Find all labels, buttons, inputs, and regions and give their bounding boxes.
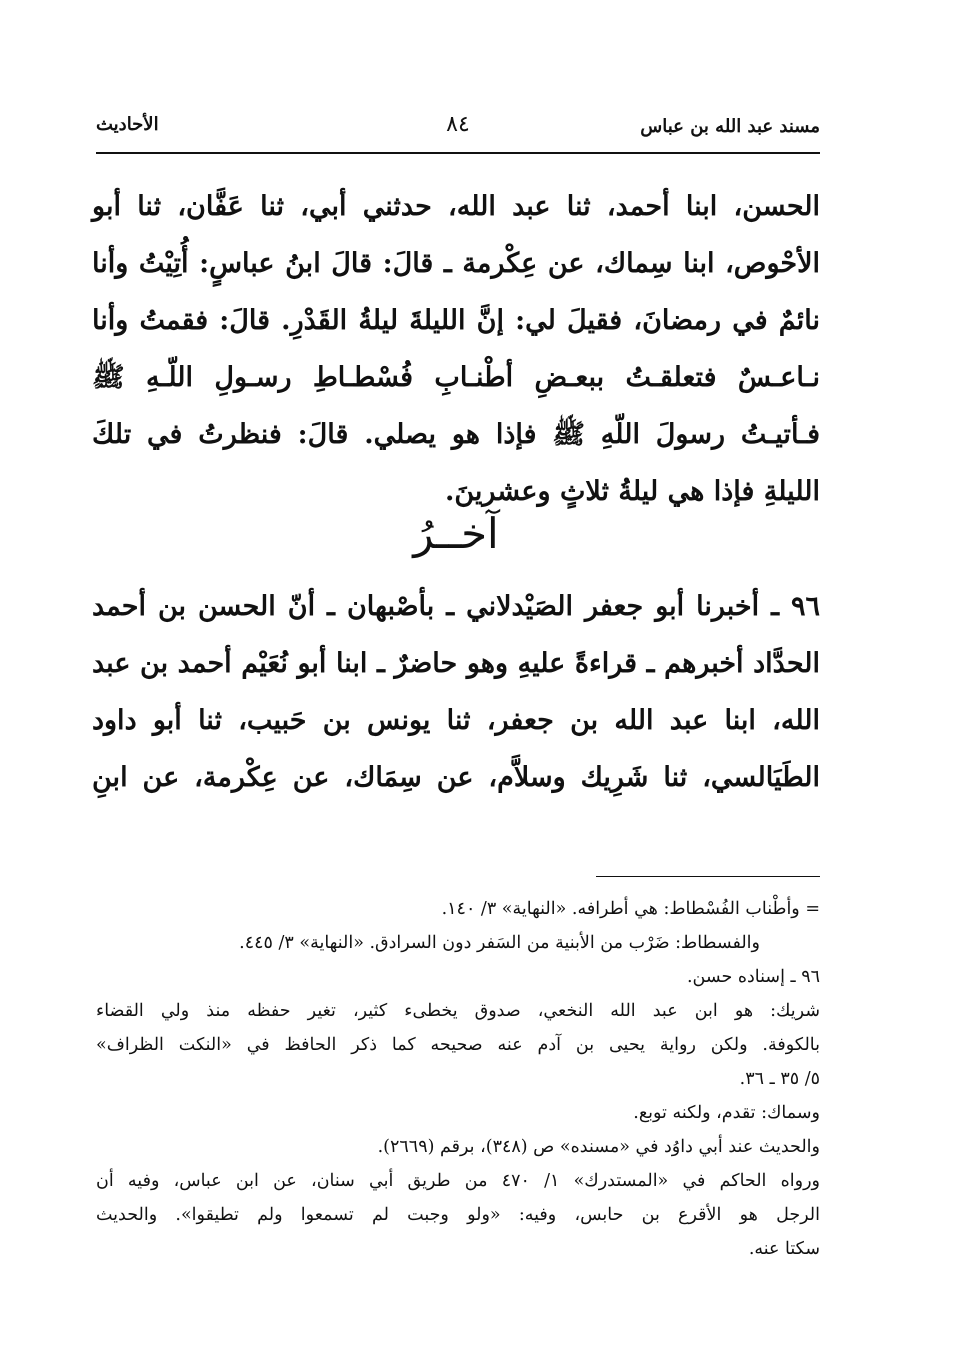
footnote-rule [596,876,820,877]
footnote-line: ورواه الحاكم في «المستدرك» ١/ ٤٧٠ من طريق أبي سنان، عن ابن عباس، وفيه أن [96,1171,820,1191]
hadith-block [92,578,820,806]
footnote-line: ٩٦ ـ إسناده حسن. [686,967,820,987]
hadith-paragraph: ٩٦ ـ أخبرنا أبو جعفر الصَيْدلاني ـ بأصْبهان ـ أنّ الحسن بن أحمد الحدَّاد أخبرهم ـ قراءةً عليهِ وهو حاضرٌ ـ ابنا أبو نُعَيْم أحمد بن عبد الله، ابنا عبد الله بن جعفر، ثنا يونس بن حَبيب، ثنا أبو داود الطَيَالسي، ثنا شَرِيك وسلاَّم، عن سِمَاك، عن عِكْرمة، عن ابنِ [92,591,820,793]
footnote-line: وسماك: تقدم، ولكنه توبع. [633,1103,820,1123]
footnote-line: سكتا عنه. [748,1239,820,1259]
footnotes [96,892,820,1266]
page-number: ٨٤ [446,112,470,137]
footnote-line: بالكوفة. ولكن رواية يحيى بن آدم عنه صحيحه كما ذكر الحافظ في «النكت الظراف» [96,1035,820,1055]
main-paragraph: الحسن، ابنا أحمد، ثنا عبد الله، حدثني أبي، ثنا عَفَّان، ثنا أبو الأحْوص، ابنا سِماك، عن عِكْرمة ـ قالَ: قالَ ابنُ عباسٍ: أُتِيْتُ وأنا نائمٌ في رمضانَ، فقيلَ لي: إنَّ الليلةَ ليلةُ القَدْرِ. قالَ: فقمتُ وأنا نـاعـسٌ فتعلقـتُ ببعـضِ أطْنـابِ فُسْطـاطِ رسـولِ اللّـهِ ﷺ فـأتيـتُ رسولَ اللّهِ ﷺ فإذا هو يصلي. قالَ: فنظرتُ في تلكَ الليلةِ فإذا هي ليلةُ ثلاثٍ وعشرينَ. [92,191,820,507]
header-section-title: الأحاديث [96,114,159,135]
footnote-line: = وأطْناب الفُسْطاط: هي أطرافه. «النهاية» ٣/ ١٤٠. [441,899,820,919]
page-header [96,112,820,152]
footnote-line: ٥/ ٣٥ ـ ٣٦. [739,1069,820,1089]
main-text-block [92,178,820,520]
footnote-line: والحديث عند أبي داوُد في «مسنده» ص (٣٤٨)، برقم (٢٦٦٩). [377,1137,820,1157]
footnote-line: الرجل هو الأقرع بن حابس، وفيه: «ولو وجبت لم تسمعوا ولم تطيقوا». والحديث [96,1205,820,1225]
section-heading: آخــرُ [413,509,499,558]
header-book-title: مسند عبد الله بن عباس [640,116,820,137]
footnote-line: والفسطاط: ضَرْب من الأبنية من السَفر دون السرادق. «النهاية» ٣/ ٤٤٥. [239,933,760,953]
header-rule [96,152,820,154]
footnote-line: شريك: هو ابن عبد الله النخعي، صدوق يخطىء كثير، تغير حفظه منذ ولي القضاء [96,1001,820,1021]
